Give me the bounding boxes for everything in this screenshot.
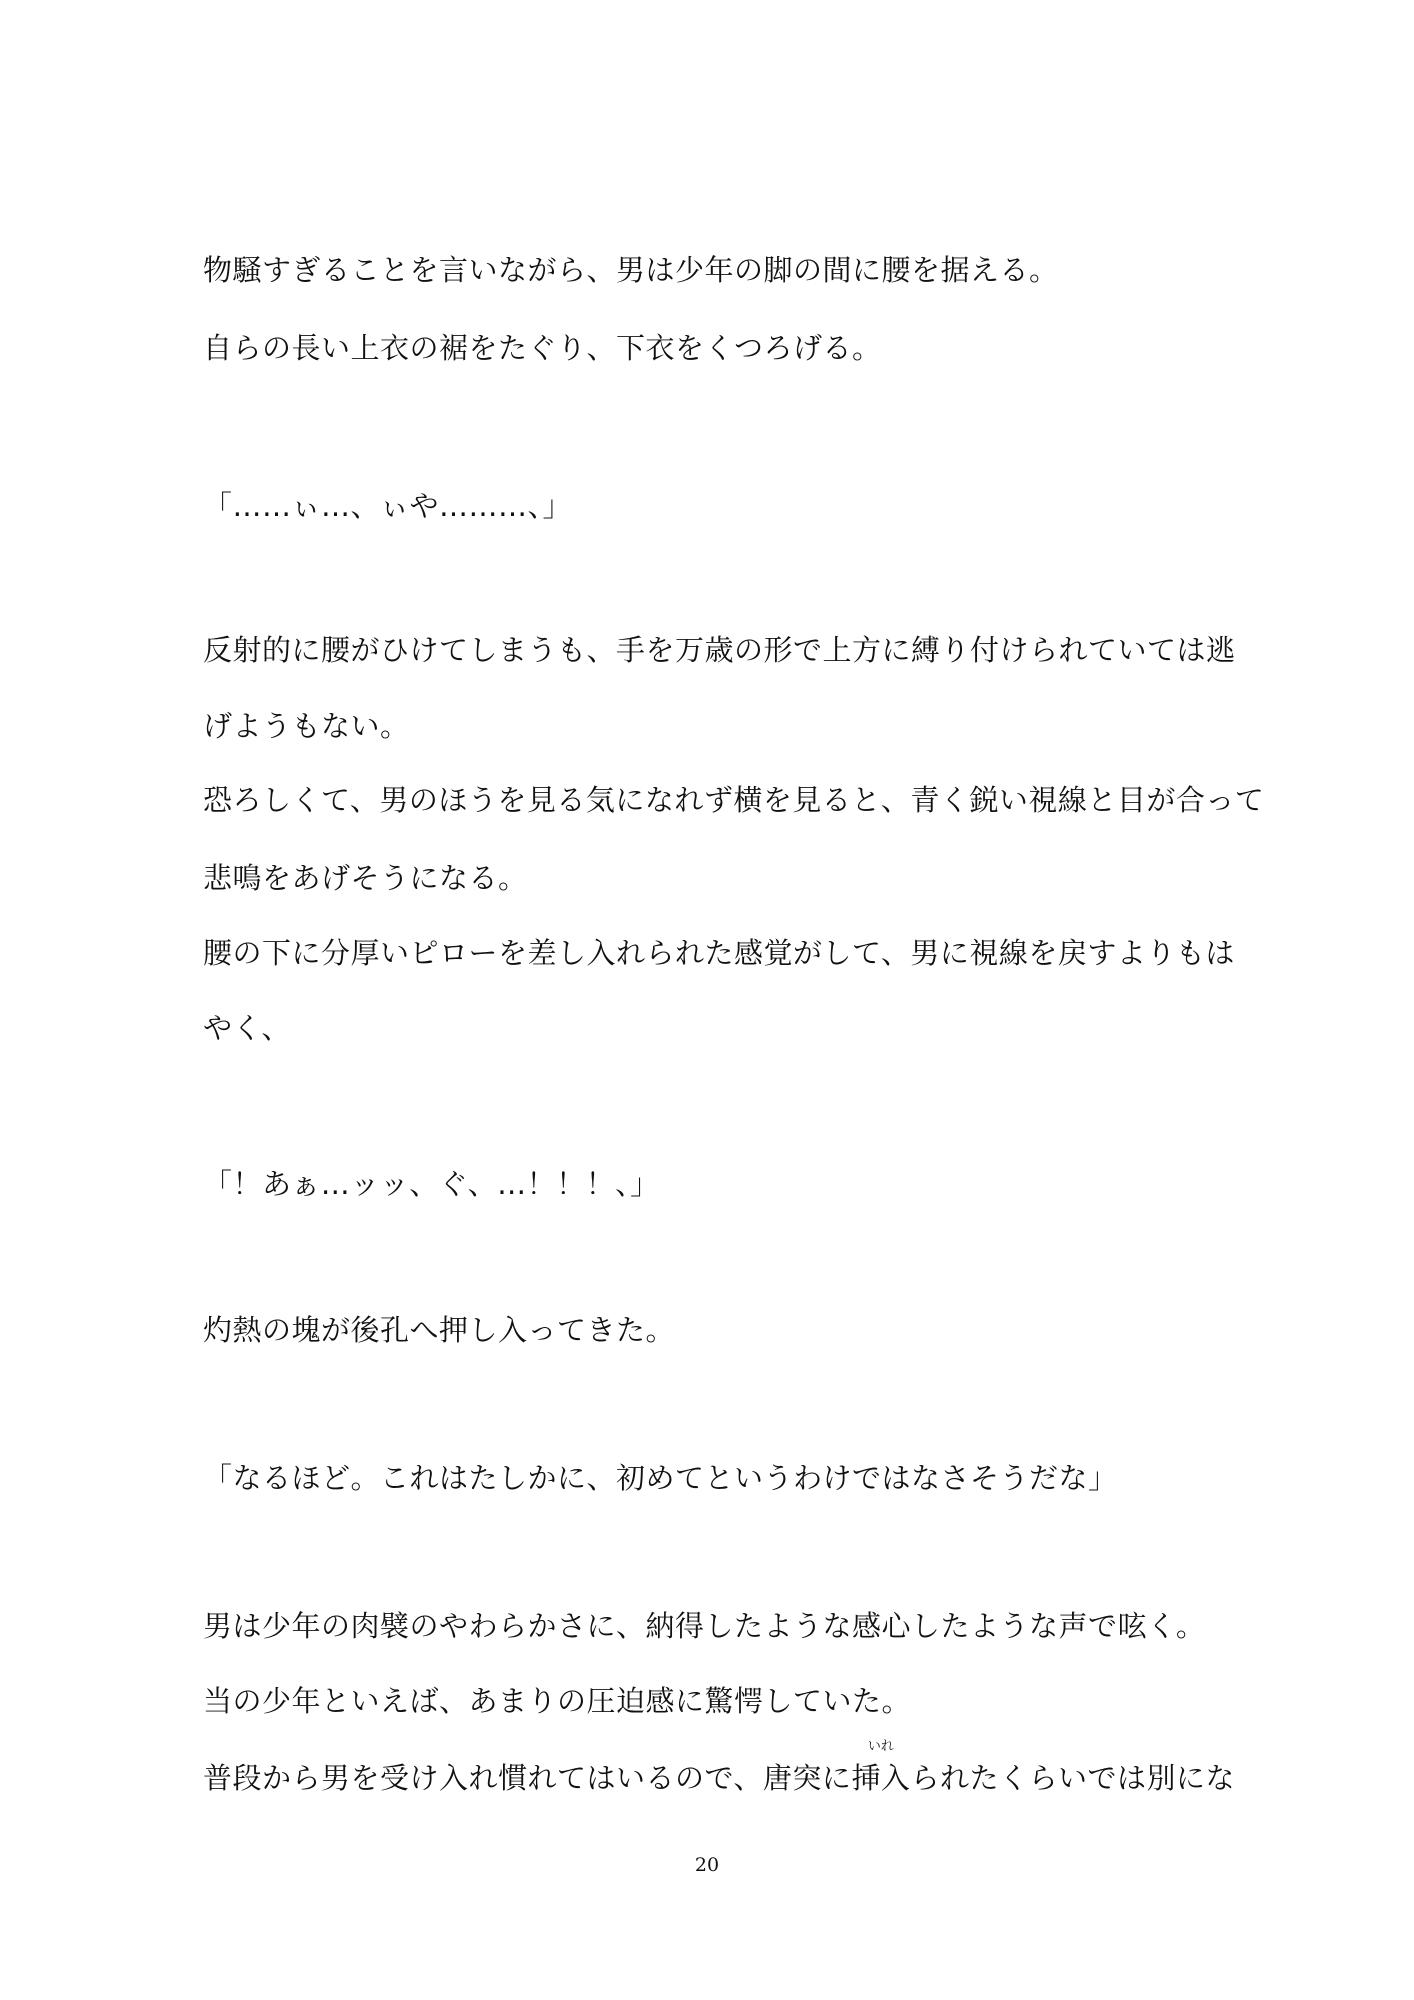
text-line: 反射的に腰がひけてしまうも、手を万歳の形で上方に縛り付けられていては逃: [203, 633, 1236, 667]
ruby-base-text: 挿入: [851, 1761, 911, 1795]
ruby-reading: いれ: [867, 1739, 894, 1754]
text-line: 「なるほど。これはたしかに、初めてというわけではなさそうだな」: [203, 1461, 1118, 1495]
text-line: 恐ろしくて、男のほうを見る気になれず横を見ると、青く鋭い視線と目が合って: [203, 783, 1265, 817]
ruby-annotated-word: [851, 1739, 911, 1796]
text-line-with-ruby: [203, 1739, 1235, 1796]
text-line: 悲鳴をあげそうになる。: [203, 861, 528, 895]
text-line: 当の少年といえば、あまりの圧迫感に驚愕していた。: [203, 1684, 912, 1718]
text-line: 男は少年の肉襞のやわらかさに、納得したような感心したような声で呟く。: [203, 1609, 1206, 1643]
text-line: 腰の下に分厚いピローを差し入れられた感覚がして、男に視線を戻すよりもは: [203, 936, 1235, 970]
text-line: やく、: [203, 1011, 291, 1045]
text-segment: 普段から男を受け入れ慣れてはいるので、唐突に: [203, 1761, 852, 1795]
text-line: 「……ぃ…、ぃや………、」: [203, 489, 573, 523]
text-line: 物騒すぎることを言いながら、男は少年の脚の間に腰を据える。: [203, 253, 1059, 287]
text-line: 灼熱の塊が後孔へ押し入ってきた。: [203, 1313, 676, 1347]
text-line: 自らの長い上衣の裾をたぐり、下衣をくつろげる。: [203, 331, 882, 365]
text-line: げようもない。: [203, 709, 410, 743]
page-number: 20: [694, 1854, 720, 1876]
text-segment: られたくらいでは別にな: [910, 1761, 1235, 1795]
text-line: 「！あぁ…ッッ、ぐ、…！！！、」: [203, 1167, 660, 1201]
